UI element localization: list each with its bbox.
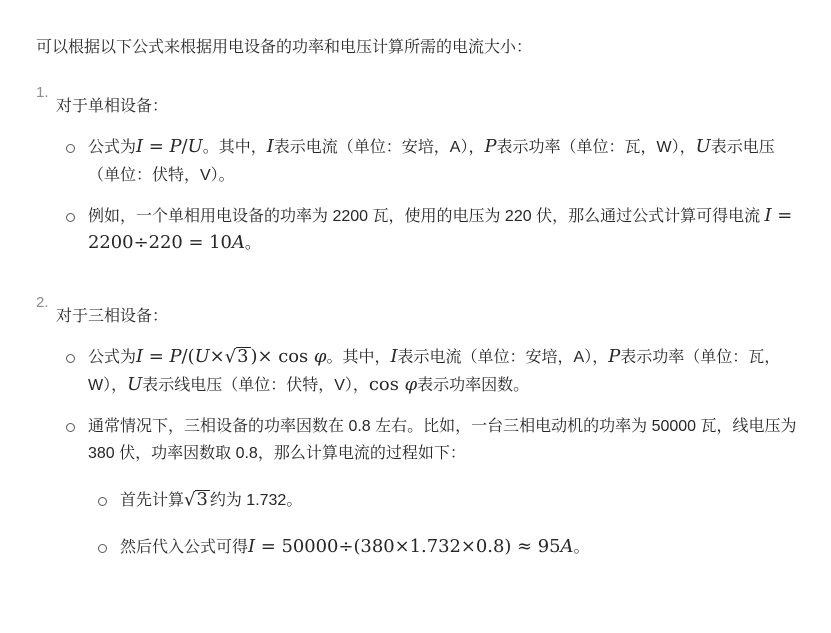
math-run: U xyxy=(695,136,711,158)
math-run: U xyxy=(194,346,210,368)
bullet-body xyxy=(88,203,803,257)
example-paragraph xyxy=(88,203,803,257)
step-paragraph xyxy=(120,487,803,514)
bullet-body xyxy=(120,487,803,514)
item-title: 对于三相设备： xyxy=(56,308,169,326)
text-run: 约为 1.732。 xyxy=(209,492,303,510)
list-item-three-phase xyxy=(36,289,803,595)
math-run: A xyxy=(231,231,245,253)
math-run: / xyxy=(181,136,188,158)
radicand: 3 xyxy=(237,346,249,368)
math-run: I xyxy=(390,346,398,368)
text-run: 公式为 xyxy=(88,139,137,157)
math-run: U xyxy=(127,373,143,395)
math-run: )× cos xyxy=(250,346,314,368)
text-run: 表示电压（单位：伏特，V）。 xyxy=(88,139,775,184)
bullet-item-formula xyxy=(56,134,803,188)
circle-bullet-icon xyxy=(98,497,107,506)
circle-bullet-icon xyxy=(66,354,75,363)
bullet-item-formula xyxy=(56,344,803,398)
sqrt-expression xyxy=(184,489,210,510)
math-run: P xyxy=(484,136,497,158)
text-run: 表示电流（单位：安培，A）， xyxy=(273,139,485,157)
math-run: = 2200÷220 = 10 xyxy=(88,204,799,253)
math-run: = xyxy=(143,346,170,368)
item-number: 1. xyxy=(36,84,49,102)
math-run: P xyxy=(608,346,621,368)
text-run: 。其中， xyxy=(326,349,391,367)
sqrt-expression xyxy=(225,346,251,367)
text-run: 例如，一个单相用电设备的功率为 2200 瓦，使用的电压为 220 伏，那么通过公式计算可得电流 xyxy=(88,207,765,225)
item-title: 对于单相设备： xyxy=(56,98,169,116)
sub-bullet-item-result xyxy=(88,534,803,561)
sub-bullet-list xyxy=(88,487,803,561)
bullet-list xyxy=(56,344,803,581)
math-run: P xyxy=(169,136,182,158)
math-run: I xyxy=(764,204,772,226)
radical-sign: √ xyxy=(184,489,196,511)
math-run: I xyxy=(266,136,274,158)
bullet-list xyxy=(56,134,803,257)
math-run: A xyxy=(560,536,574,558)
bullet-body xyxy=(88,413,803,582)
text-run: 表示功率（单位：瓦， xyxy=(620,349,781,367)
math-run: I xyxy=(136,136,144,158)
list-item-body xyxy=(56,289,803,595)
bullet-item-example xyxy=(56,413,803,582)
radical-sign: √ xyxy=(224,346,237,368)
math-run: φ xyxy=(313,346,327,368)
bullet-body xyxy=(88,134,803,188)
circle-bullet-icon xyxy=(98,544,107,553)
formula-paragraph xyxy=(88,344,803,398)
math-run: /( xyxy=(181,346,195,368)
example-paragraph xyxy=(88,413,803,467)
bullet-body xyxy=(120,534,803,561)
math-run: I xyxy=(136,346,144,368)
sub-bullet-item-sqrt xyxy=(88,487,803,514)
text-run: 表示功率因数。 xyxy=(417,376,530,394)
math-run: φ xyxy=(404,373,418,395)
text-run: W）， xyxy=(88,376,128,394)
math-run: I xyxy=(248,536,256,558)
math-run: = xyxy=(143,136,170,158)
text-run: 表示电流（单位：安培，A）， xyxy=(397,349,609,367)
ordered-list xyxy=(36,79,803,595)
circle-bullet-icon xyxy=(66,213,75,222)
text-run: 然后代入公式可得 xyxy=(120,539,249,557)
math-run: U xyxy=(187,136,203,158)
circle-bullet-icon xyxy=(66,423,75,432)
list-item-body xyxy=(56,79,803,271)
radicand: 3 xyxy=(196,489,208,511)
math-run: × xyxy=(209,346,225,368)
text-run: 。其中， xyxy=(202,139,267,157)
math-run: cos xyxy=(368,373,405,395)
text-run: 首先计算 xyxy=(120,492,185,510)
text-run: 通常情况下，三相设备的功率因数在 0.8 左右。比如，一台三相电动机的功率为 50000 瓦，线电压为 380 伏，功率因数取 0.8，那么计算电流的过程如下： xyxy=(88,417,801,462)
text-run: 。 xyxy=(573,539,590,557)
math-run: P xyxy=(169,346,182,368)
list-item-single-phase xyxy=(36,79,803,271)
text-run: 公式为 xyxy=(88,349,137,367)
bullet-item-example xyxy=(56,203,803,257)
text-run: 表示线电压（单位：伏特，V）， xyxy=(142,376,369,394)
intro-paragraph xyxy=(36,34,803,61)
text-run: 可以根据以下公式来根据用电设备的功率和电压计算所需的电流大小： xyxy=(36,39,533,56)
text-run: 。 xyxy=(244,234,261,252)
text-run: 表示功率（单位：瓦，W）， xyxy=(496,139,696,157)
item-number: 2. xyxy=(36,294,49,312)
formula-paragraph xyxy=(88,134,803,188)
math-run: = 50000÷(380×1.732×0.8) ≈ 95 xyxy=(255,536,561,558)
step-paragraph xyxy=(120,534,803,561)
bullet-body xyxy=(88,344,803,398)
circle-bullet-icon xyxy=(66,144,75,153)
